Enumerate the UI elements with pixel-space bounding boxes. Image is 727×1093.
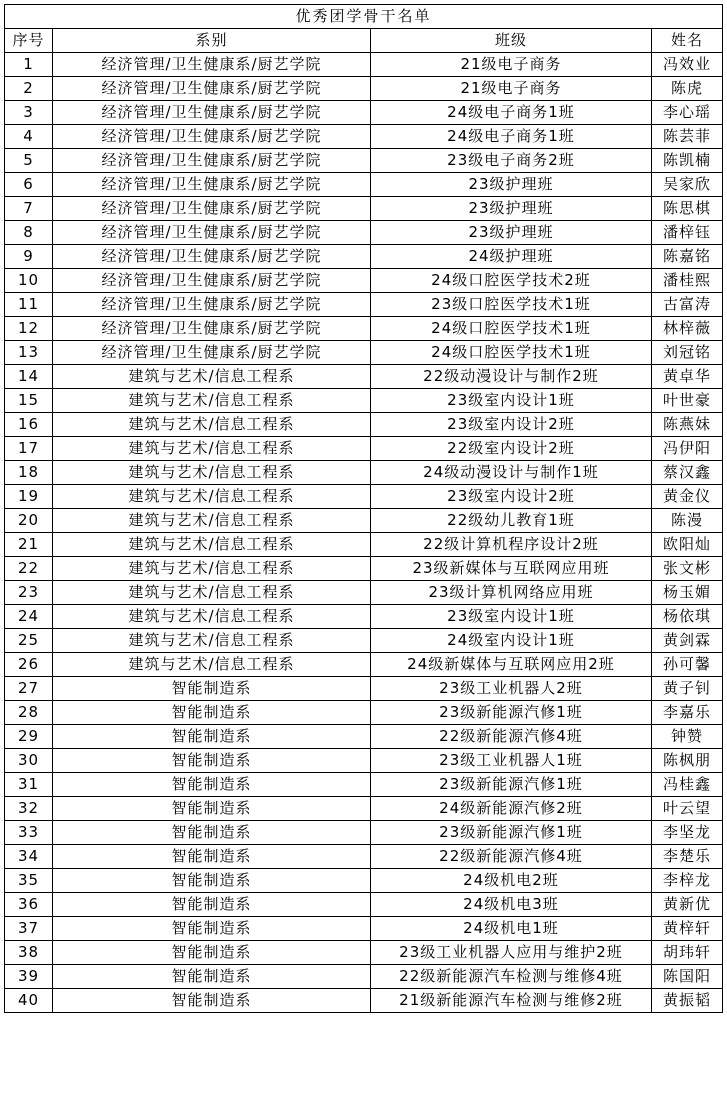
cell-class: 23级口腔医学技术1班 (371, 293, 652, 317)
cell-department: 建筑与艺术/信息工程系 (53, 533, 371, 557)
table-row (5, 245, 723, 269)
cell-index: 28 (5, 701, 53, 725)
cell-department: 建筑与艺术/信息工程系 (53, 653, 371, 677)
header-name: 姓名 (652, 29, 723, 53)
cell-class: 23级室内设计2班 (371, 413, 652, 437)
cell-index: 21 (5, 533, 53, 557)
table-row (5, 77, 723, 101)
table-title: 优秀团学骨干名单 (5, 5, 723, 29)
cell-class: 24级室内设计1班 (371, 629, 652, 653)
table-row (5, 293, 723, 317)
table-row (5, 941, 723, 965)
table-row (5, 845, 723, 869)
cell-index: 8 (5, 221, 53, 245)
cell-class: 24级口腔医学技术2班 (371, 269, 652, 293)
cell-department: 智能制造系 (53, 989, 371, 1013)
table-row (5, 509, 723, 533)
table-row (5, 437, 723, 461)
cell-class: 24级口腔医学技术1班 (371, 341, 652, 365)
cell-index: 9 (5, 245, 53, 269)
cell-class: 24级电子商务1班 (371, 101, 652, 125)
cell-name: 陈芸菲 (652, 125, 723, 149)
cell-class: 24级电子商务1班 (371, 125, 652, 149)
cell-name: 刘冠铭 (652, 341, 723, 365)
cell-class: 23级护理班 (371, 197, 652, 221)
cell-department: 经济管理/卫生健康系/厨艺学院 (53, 245, 371, 269)
cell-index: 36 (5, 893, 53, 917)
cell-name: 黄剑霖 (652, 629, 723, 653)
cell-name: 李心瑶 (652, 101, 723, 125)
cell-name: 欧阳灿 (652, 533, 723, 557)
cell-index: 3 (5, 101, 53, 125)
table-body (5, 53, 723, 1013)
table-row (5, 869, 723, 893)
cell-class: 22级新能源汽修4班 (371, 845, 652, 869)
table-row (5, 389, 723, 413)
table-row (5, 773, 723, 797)
cell-index: 33 (5, 821, 53, 845)
cell-department: 智能制造系 (53, 893, 371, 917)
cell-index: 4 (5, 125, 53, 149)
table-row (5, 101, 723, 125)
cell-name: 李坚龙 (652, 821, 723, 845)
cell-department: 建筑与艺术/信息工程系 (53, 365, 371, 389)
cell-name: 陈凯楠 (652, 149, 723, 173)
cell-index: 29 (5, 725, 53, 749)
cell-index: 32 (5, 797, 53, 821)
cell-index: 31 (5, 773, 53, 797)
cell-department: 智能制造系 (53, 773, 371, 797)
cell-index: 7 (5, 197, 53, 221)
cell-name: 冯桂鑫 (652, 773, 723, 797)
cell-name: 古富涛 (652, 293, 723, 317)
cell-index: 20 (5, 509, 53, 533)
cell-class: 21级电子商务 (371, 53, 652, 77)
cell-department: 经济管理/卫生健康系/厨艺学院 (53, 101, 371, 125)
table-row (5, 701, 723, 725)
cell-class: 24级口腔医学技术1班 (371, 317, 652, 341)
cell-name: 杨依琪 (652, 605, 723, 629)
cell-index: 40 (5, 989, 53, 1013)
table-row (5, 533, 723, 557)
header-row (5, 29, 723, 53)
cell-name: 黄金仪 (652, 485, 723, 509)
cell-department: 经济管理/卫生健康系/厨艺学院 (53, 53, 371, 77)
cell-department: 建筑与艺术/信息工程系 (53, 437, 371, 461)
cell-index: 24 (5, 605, 53, 629)
table-row (5, 221, 723, 245)
cell-department: 经济管理/卫生健康系/厨艺学院 (53, 173, 371, 197)
cell-name: 张文彬 (652, 557, 723, 581)
cell-department: 建筑与艺术/信息工程系 (53, 413, 371, 437)
cell-class: 23级新能源汽修1班 (371, 701, 652, 725)
cell-index: 34 (5, 845, 53, 869)
cell-department: 智能制造系 (53, 869, 371, 893)
cell-name: 蔡汉鑫 (652, 461, 723, 485)
table-row (5, 965, 723, 989)
cell-department: 智能制造系 (53, 701, 371, 725)
cell-name: 陈嘉铭 (652, 245, 723, 269)
cell-department: 经济管理/卫生健康系/厨艺学院 (53, 77, 371, 101)
cell-index: 13 (5, 341, 53, 365)
cell-name: 黄梓轩 (652, 917, 723, 941)
cell-index: 38 (5, 941, 53, 965)
cell-name: 钟赞 (652, 725, 723, 749)
cell-name: 黄子钊 (652, 677, 723, 701)
cell-class: 23级工业机器人应用与维护2班 (371, 941, 652, 965)
cell-index: 23 (5, 581, 53, 605)
cell-name: 潘梓钰 (652, 221, 723, 245)
cell-name: 吴家欣 (652, 173, 723, 197)
table-row (5, 989, 723, 1013)
header-class: 班级 (371, 29, 652, 53)
cell-name: 陈思棋 (652, 197, 723, 221)
cell-class: 24级机电3班 (371, 893, 652, 917)
table-row (5, 317, 723, 341)
table-row (5, 797, 723, 821)
cell-department: 建筑与艺术/信息工程系 (53, 485, 371, 509)
cell-class: 21级新能源汽车检测与维修2班 (371, 989, 652, 1013)
cell-department: 建筑与艺术/信息工程系 (53, 389, 371, 413)
cell-class: 24级护理班 (371, 245, 652, 269)
cell-index: 35 (5, 869, 53, 893)
cell-name: 陈漫 (652, 509, 723, 533)
cell-index: 39 (5, 965, 53, 989)
table-row (5, 557, 723, 581)
cell-class: 23级计算机网络应用班 (371, 581, 652, 605)
roster-table (4, 4, 723, 1013)
cell-department: 经济管理/卫生健康系/厨艺学院 (53, 125, 371, 149)
cell-department: 建筑与艺术/信息工程系 (53, 461, 371, 485)
spreadsheet (4, 4, 722, 1013)
cell-index: 15 (5, 389, 53, 413)
cell-class: 23级工业机器人1班 (371, 749, 652, 773)
table-row (5, 917, 723, 941)
cell-name: 林梓薇 (652, 317, 723, 341)
cell-name: 黄振韬 (652, 989, 723, 1013)
cell-department: 建筑与艺术/信息工程系 (53, 605, 371, 629)
table-row (5, 365, 723, 389)
table-row (5, 677, 723, 701)
cell-department: 经济管理/卫生健康系/厨艺学院 (53, 317, 371, 341)
cell-class: 24级动漫设计与制作1班 (371, 461, 652, 485)
cell-class: 23级新能源汽修1班 (371, 773, 652, 797)
cell-department: 智能制造系 (53, 941, 371, 965)
cell-department: 智能制造系 (53, 821, 371, 845)
cell-index: 10 (5, 269, 53, 293)
cell-index: 17 (5, 437, 53, 461)
cell-department: 建筑与艺术/信息工程系 (53, 509, 371, 533)
cell-class: 22级新能源汽修4班 (371, 725, 652, 749)
table-row (5, 893, 723, 917)
table-row (5, 461, 723, 485)
cell-department: 智能制造系 (53, 677, 371, 701)
cell-class: 23级工业机器人2班 (371, 677, 652, 701)
cell-class: 23级室内设计1班 (371, 605, 652, 629)
table-row (5, 149, 723, 173)
table-row (5, 725, 723, 749)
cell-class: 23级室内设计1班 (371, 389, 652, 413)
cell-class: 22级幼儿教育1班 (371, 509, 652, 533)
cell-index: 27 (5, 677, 53, 701)
cell-index: 12 (5, 317, 53, 341)
cell-name: 李楚乐 (652, 845, 723, 869)
cell-name: 孙可馨 (652, 653, 723, 677)
cell-name: 李梓龙 (652, 869, 723, 893)
cell-class: 21级电子商务 (371, 77, 652, 101)
cell-index: 22 (5, 557, 53, 581)
cell-class: 23级护理班 (371, 221, 652, 245)
table-row (5, 821, 723, 845)
cell-department: 智能制造系 (53, 917, 371, 941)
cell-department: 经济管理/卫生健康系/厨艺学院 (53, 269, 371, 293)
cell-name: 陈枫朋 (652, 749, 723, 773)
cell-index: 26 (5, 653, 53, 677)
cell-name: 陈燕妹 (652, 413, 723, 437)
cell-department: 建筑与艺术/信息工程系 (53, 581, 371, 605)
cell-index: 37 (5, 917, 53, 941)
cell-class: 22级室内设计2班 (371, 437, 652, 461)
cell-name: 李嘉乐 (652, 701, 723, 725)
cell-index: 1 (5, 53, 53, 77)
cell-department: 建筑与艺术/信息工程系 (53, 557, 371, 581)
cell-name: 叶世豪 (652, 389, 723, 413)
cell-department: 智能制造系 (53, 965, 371, 989)
cell-class: 23级护理班 (371, 173, 652, 197)
cell-index: 18 (5, 461, 53, 485)
cell-name: 杨玉媚 (652, 581, 723, 605)
table-row (5, 173, 723, 197)
cell-index: 16 (5, 413, 53, 437)
table-row (5, 53, 723, 77)
cell-department: 经济管理/卫生健康系/厨艺学院 (53, 221, 371, 245)
cell-class: 24级机电2班 (371, 869, 652, 893)
table-row (5, 413, 723, 437)
cell-index: 2 (5, 77, 53, 101)
cell-department: 经济管理/卫生健康系/厨艺学院 (53, 293, 371, 317)
table-row (5, 749, 723, 773)
cell-index: 5 (5, 149, 53, 173)
cell-department: 经济管理/卫生健康系/厨艺学院 (53, 341, 371, 365)
table-row (5, 125, 723, 149)
cell-index: 14 (5, 365, 53, 389)
cell-department: 智能制造系 (53, 845, 371, 869)
title-row (5, 5, 723, 29)
cell-department: 经济管理/卫生健康系/厨艺学院 (53, 149, 371, 173)
table-row (5, 269, 723, 293)
cell-name: 冯效业 (652, 53, 723, 77)
cell-department: 智能制造系 (53, 725, 371, 749)
cell-class: 24级机电1班 (371, 917, 652, 941)
cell-class: 23级新能源汽修1班 (371, 821, 652, 845)
cell-class: 22级动漫设计与制作2班 (371, 365, 652, 389)
cell-name: 潘桂熙 (652, 269, 723, 293)
cell-class: 22级新能源汽车检测与维修4班 (371, 965, 652, 989)
cell-name: 陈国阳 (652, 965, 723, 989)
table-row (5, 485, 723, 509)
cell-name: 陈虎 (652, 77, 723, 101)
cell-department: 建筑与艺术/信息工程系 (53, 629, 371, 653)
cell-index: 25 (5, 629, 53, 653)
table-row (5, 605, 723, 629)
cell-class: 23级新媒体与互联网应用班 (371, 557, 652, 581)
table-row (5, 653, 723, 677)
table-row (5, 629, 723, 653)
cell-class: 23级室内设计2班 (371, 485, 652, 509)
cell-index: 6 (5, 173, 53, 197)
cell-name: 叶云望 (652, 797, 723, 821)
cell-class: 24级新媒体与互联网应用2班 (371, 653, 652, 677)
cell-name: 胡玮轩 (652, 941, 723, 965)
table-row (5, 341, 723, 365)
cell-index: 11 (5, 293, 53, 317)
cell-class: 23级电子商务2班 (371, 149, 652, 173)
cell-index: 19 (5, 485, 53, 509)
cell-name: 黄新优 (652, 893, 723, 917)
header-index: 序号 (5, 29, 53, 53)
table-row (5, 197, 723, 221)
table-row (5, 581, 723, 605)
cell-department: 智能制造系 (53, 797, 371, 821)
header-department: 系别 (53, 29, 371, 53)
cell-class: 22级计算机程序设计2班 (371, 533, 652, 557)
cell-department: 经济管理/卫生健康系/厨艺学院 (53, 197, 371, 221)
cell-index: 30 (5, 749, 53, 773)
cell-name: 黄卓华 (652, 365, 723, 389)
cell-class: 24级新能源汽修2班 (371, 797, 652, 821)
cell-name: 冯伊阳 (652, 437, 723, 461)
cell-department: 智能制造系 (53, 749, 371, 773)
